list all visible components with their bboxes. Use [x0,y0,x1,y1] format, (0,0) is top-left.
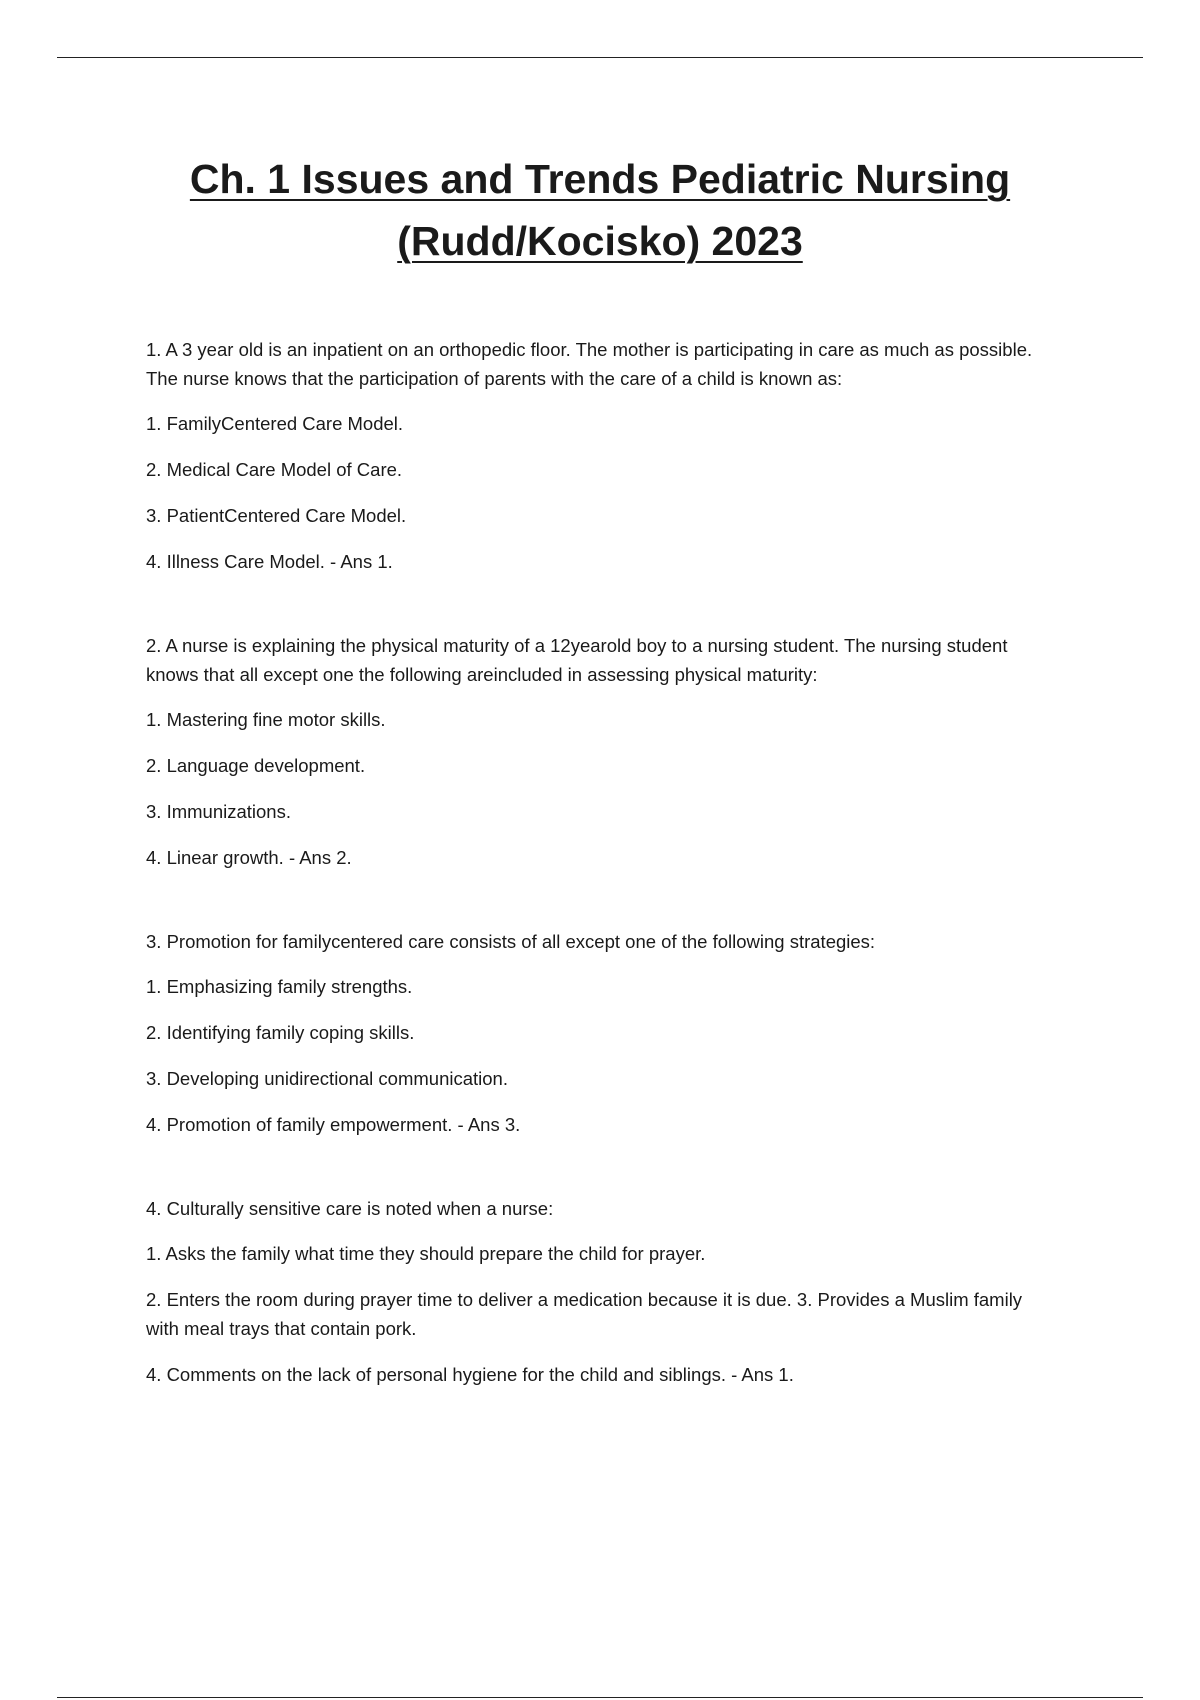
footer-rule [57,1697,1143,1698]
question-2 [146,631,1056,872]
answer-option: 2. Medical Care Model of Care. [146,459,403,480]
question-stem: 1. A 3 year old is an inpatient on an orthopedic floor. The mother is participating in care as much as possible. The nurse knows that the participation of parents with the care of a child is known as: [146,339,1033,389]
header-rule [57,57,1143,58]
question-1 [146,335,1056,576]
answer-option: 3. PatientCentered Care Model. [146,505,407,526]
question-stem: 2. A nurse is explaining the physical maturity of a 12yearold boy to a nursing student. The nursing student knows that all except one the following areincluded in assessing physical maturity: [146,635,1008,685]
answer-option: 1. Mastering fine motor skills. [146,709,386,730]
answer-option: 2. Identifying family coping skills. [146,1022,415,1043]
question-stem: 3. Promotion for familycentered care consists of all except one of the following strategies: [146,931,876,952]
answer-option: 2. Language development. [146,755,366,776]
question-4 [146,1194,1056,1389]
answer-option: 3. Immunizations. [146,801,291,822]
answer-option: 1. Emphasizing family strengths. [146,976,413,997]
answer-option: 4. Illness Care Model. - Ans 1. [146,551,393,572]
answer-option: 3. Developing unidirectional communication. [146,1068,508,1089]
answer-option: 2. Enters the room during prayer time to deliver a medication because it is due. 3. Provides a Muslim family with meal trays that contain pork. [146,1289,1023,1339]
answer-option: 4. Comments on the lack of personal hygiene for the child and siblings. - Ans 1. [146,1364,794,1385]
question-list [146,335,1056,1406]
question-3 [146,927,1056,1139]
answer-option: 4. Linear growth. - Ans 2. [146,847,352,868]
answer-option: 4. Promotion of family empowerment. - Ans 3. [146,1114,521,1135]
title-line-2: (Rudd/Kocisko) 2023 [397,218,803,264]
question-stem: 4. Culturally sensitive care is noted when a nurse: [146,1198,554,1219]
answer-option: 1. FamilyCentered Care Model. [146,413,404,434]
title-line-1: Ch. 1 Issues and Trends Pediatric Nursing [189,156,1011,202]
answer-option: 1. Asks the family what time they should prepare the child for prayer. [146,1243,706,1264]
document-title [100,148,1100,272]
